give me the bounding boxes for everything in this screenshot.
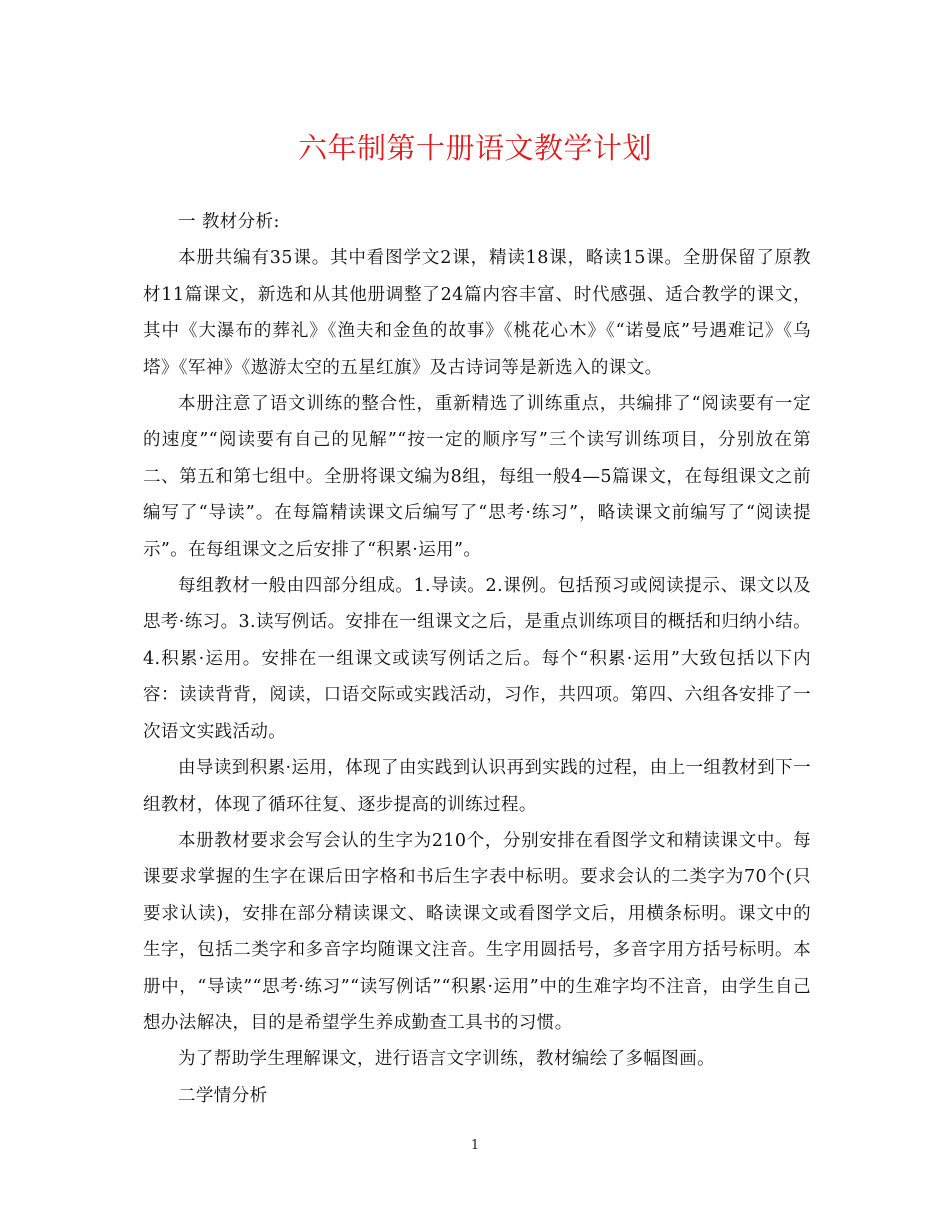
paragraph-character-requirements: 本册教材要求会写会认的生字为210个，分别安排在看图学文和精读课文中。每课要求掌握的生字在课后田字格和书后生字表中标明。要求会认的二类字为70个(只要求认读)，安排在部分精读课文、略读课文或看图学文后，用横条标明。课文中的生字，包括二类字和多音字均随课文注音。生字用圆括号，多音字用方括号标明。本册中，“导读”“思考·练习”“读写例话”“积累·运用”中的生难字均不注音，由学生自己想办法解决，目的是希望学生养成勤查工具书的习惯。 — [143, 830, 811, 1033]
section-heading-textbook-analysis: 一 教材分析: — [178, 212, 280, 232]
paragraph-practice-cycle: 由导读到积累·运用，体现了由实践到认识再到实践的过程，由上一组教材到下一组教材，体现了循环往复、逐步提高的训练过程。 — [143, 758, 811, 815]
document-body — [143, 204, 811, 1114]
paragraph-illustrations: 为了帮助学生理解课文，进行语言文字训练，教材编绘了多幅图画。 — [178, 1049, 715, 1070]
section-heading-student-analysis: 二学情分析 — [178, 1085, 268, 1106]
page-number: 1 — [470, 1138, 480, 1153]
paragraph-training-integration: 本册注意了语文训练的整合性，重新精选了训练重点，共编排了“阅读要有一定的速度”“阅读要有自己的见解”“按一定的顺序写”三个读写训练项目，分别放在第二、第五和第七组中。全册将课文编为8组，每组一般4—5篇课文，在每组课文之前编写了“导读”。在每篇精读课文后编写了“思考·练习”，略读课文前编写了“阅读提示”。在每组课文之后安排了“积累·运用”。 — [143, 394, 811, 560]
paragraph-unit-composition: 每组教材一般由四部分组成。1.导读。2.课例。包括预习或阅读提示、课文以及思考·练习。3.读写例话。安排在一组课文之后，是重点训练项目的概括和归纳小结。4.积累·运用。安排在一组课文或读写例话之后。每个“积累·运用”大致包括以下内容：读读背背，阅读，口语交际或实践活动，习作，共四项。第四、六组各安排了一次语文实践活动。 — [143, 576, 811, 742]
document-title: 六年制第十册语文教学计划 — [297, 131, 652, 165]
paragraph-lesson-overview: 本册共编有35课。其中看图学文2课，精读18课，略读15课。全册保留了原教材11篇课文，新选和从其他册调整了24篇内容丰富、时代感强、适合教学的课文，其中《大瀑布的葬礼》《渔夫和金鱼的故事》《桃花心木》《“诺曼底”号遇难记》《乌塔》《军神》《遨游太空的五星红旗》及古诗词等是新选入的课文。 — [143, 248, 811, 378]
